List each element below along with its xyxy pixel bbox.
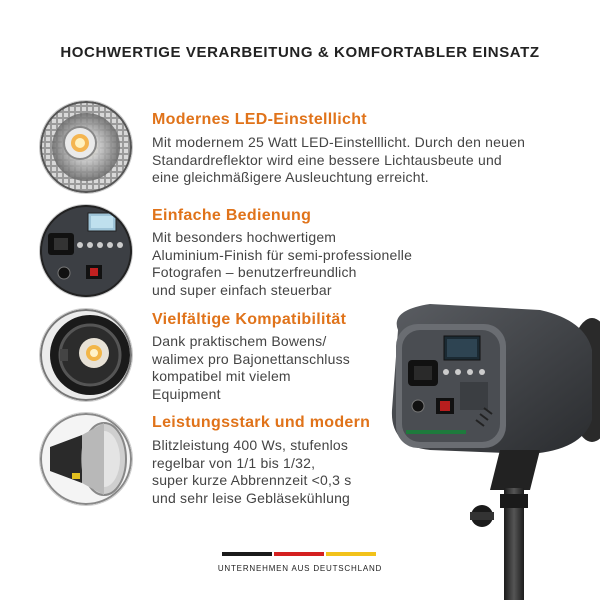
feature-line: und super einfach steuerbar (152, 281, 332, 298)
feature-title: Modernes LED-Einstelllicht (152, 111, 367, 128)
feature-line: Standardreflektor wird eine bessere Lichtausbeute und (152, 151, 502, 168)
control-panel-icon (40, 205, 132, 297)
reflector-icon (40, 413, 132, 505)
feature-line: Equipment (152, 385, 221, 402)
feature-line: eine gleichmäßigere Ausleuchtung erreicht. (152, 169, 429, 185)
feature-title: Leistungsstark und modern (152, 414, 371, 431)
feature-line: walimex pro Bajonettanschluss (152, 350, 351, 367)
flag-stripe-red (274, 552, 324, 556)
feature-line: Blitzleistung 400 Ws, stufenlos (152, 437, 349, 453)
footer-tagline: UNTERNEHMEN AUS DEUTSCHLAND (217, 564, 383, 573)
feature-line: regelbar von 1/1 bis 1/32, (152, 454, 316, 471)
bayonet-mount-icon (40, 309, 132, 401)
feature-line: super kurze Abbrennzeit <0,3 s (152, 472, 352, 488)
led-light-icon (40, 101, 132, 193)
feature-description (152, 134, 542, 187)
feature-line: Dank praktischem Bowens/ (152, 333, 327, 349)
feature-line: kompatibel mit vielem (152, 368, 291, 384)
flag-stripe-black (222, 552, 272, 556)
feature-title: Vielfältige Kompatibilität (152, 311, 347, 328)
flag-stripe-gold (326, 552, 376, 556)
studio-flash-image (370, 290, 600, 605)
feature-line: Mit besonders hochwertigem (152, 229, 337, 245)
feature-title: Einfache Bedienung (152, 207, 312, 224)
feature-line: und sehr leise Gebläsekühlung (152, 489, 351, 506)
feature-line: Mit modernem 25 Watt LED-Einstelllicht. Durch den neuen (152, 134, 526, 150)
feature-line: Fotografen – benutzerfreundlich (152, 264, 357, 280)
page-title: HOCHWERTIGE VERARBEITUNG & KOMFORTABLER EINSATZ (60, 44, 540, 61)
feature-line: Aluminium-Finish für semi-professionelle (152, 246, 413, 263)
feature-description (152, 229, 542, 299)
